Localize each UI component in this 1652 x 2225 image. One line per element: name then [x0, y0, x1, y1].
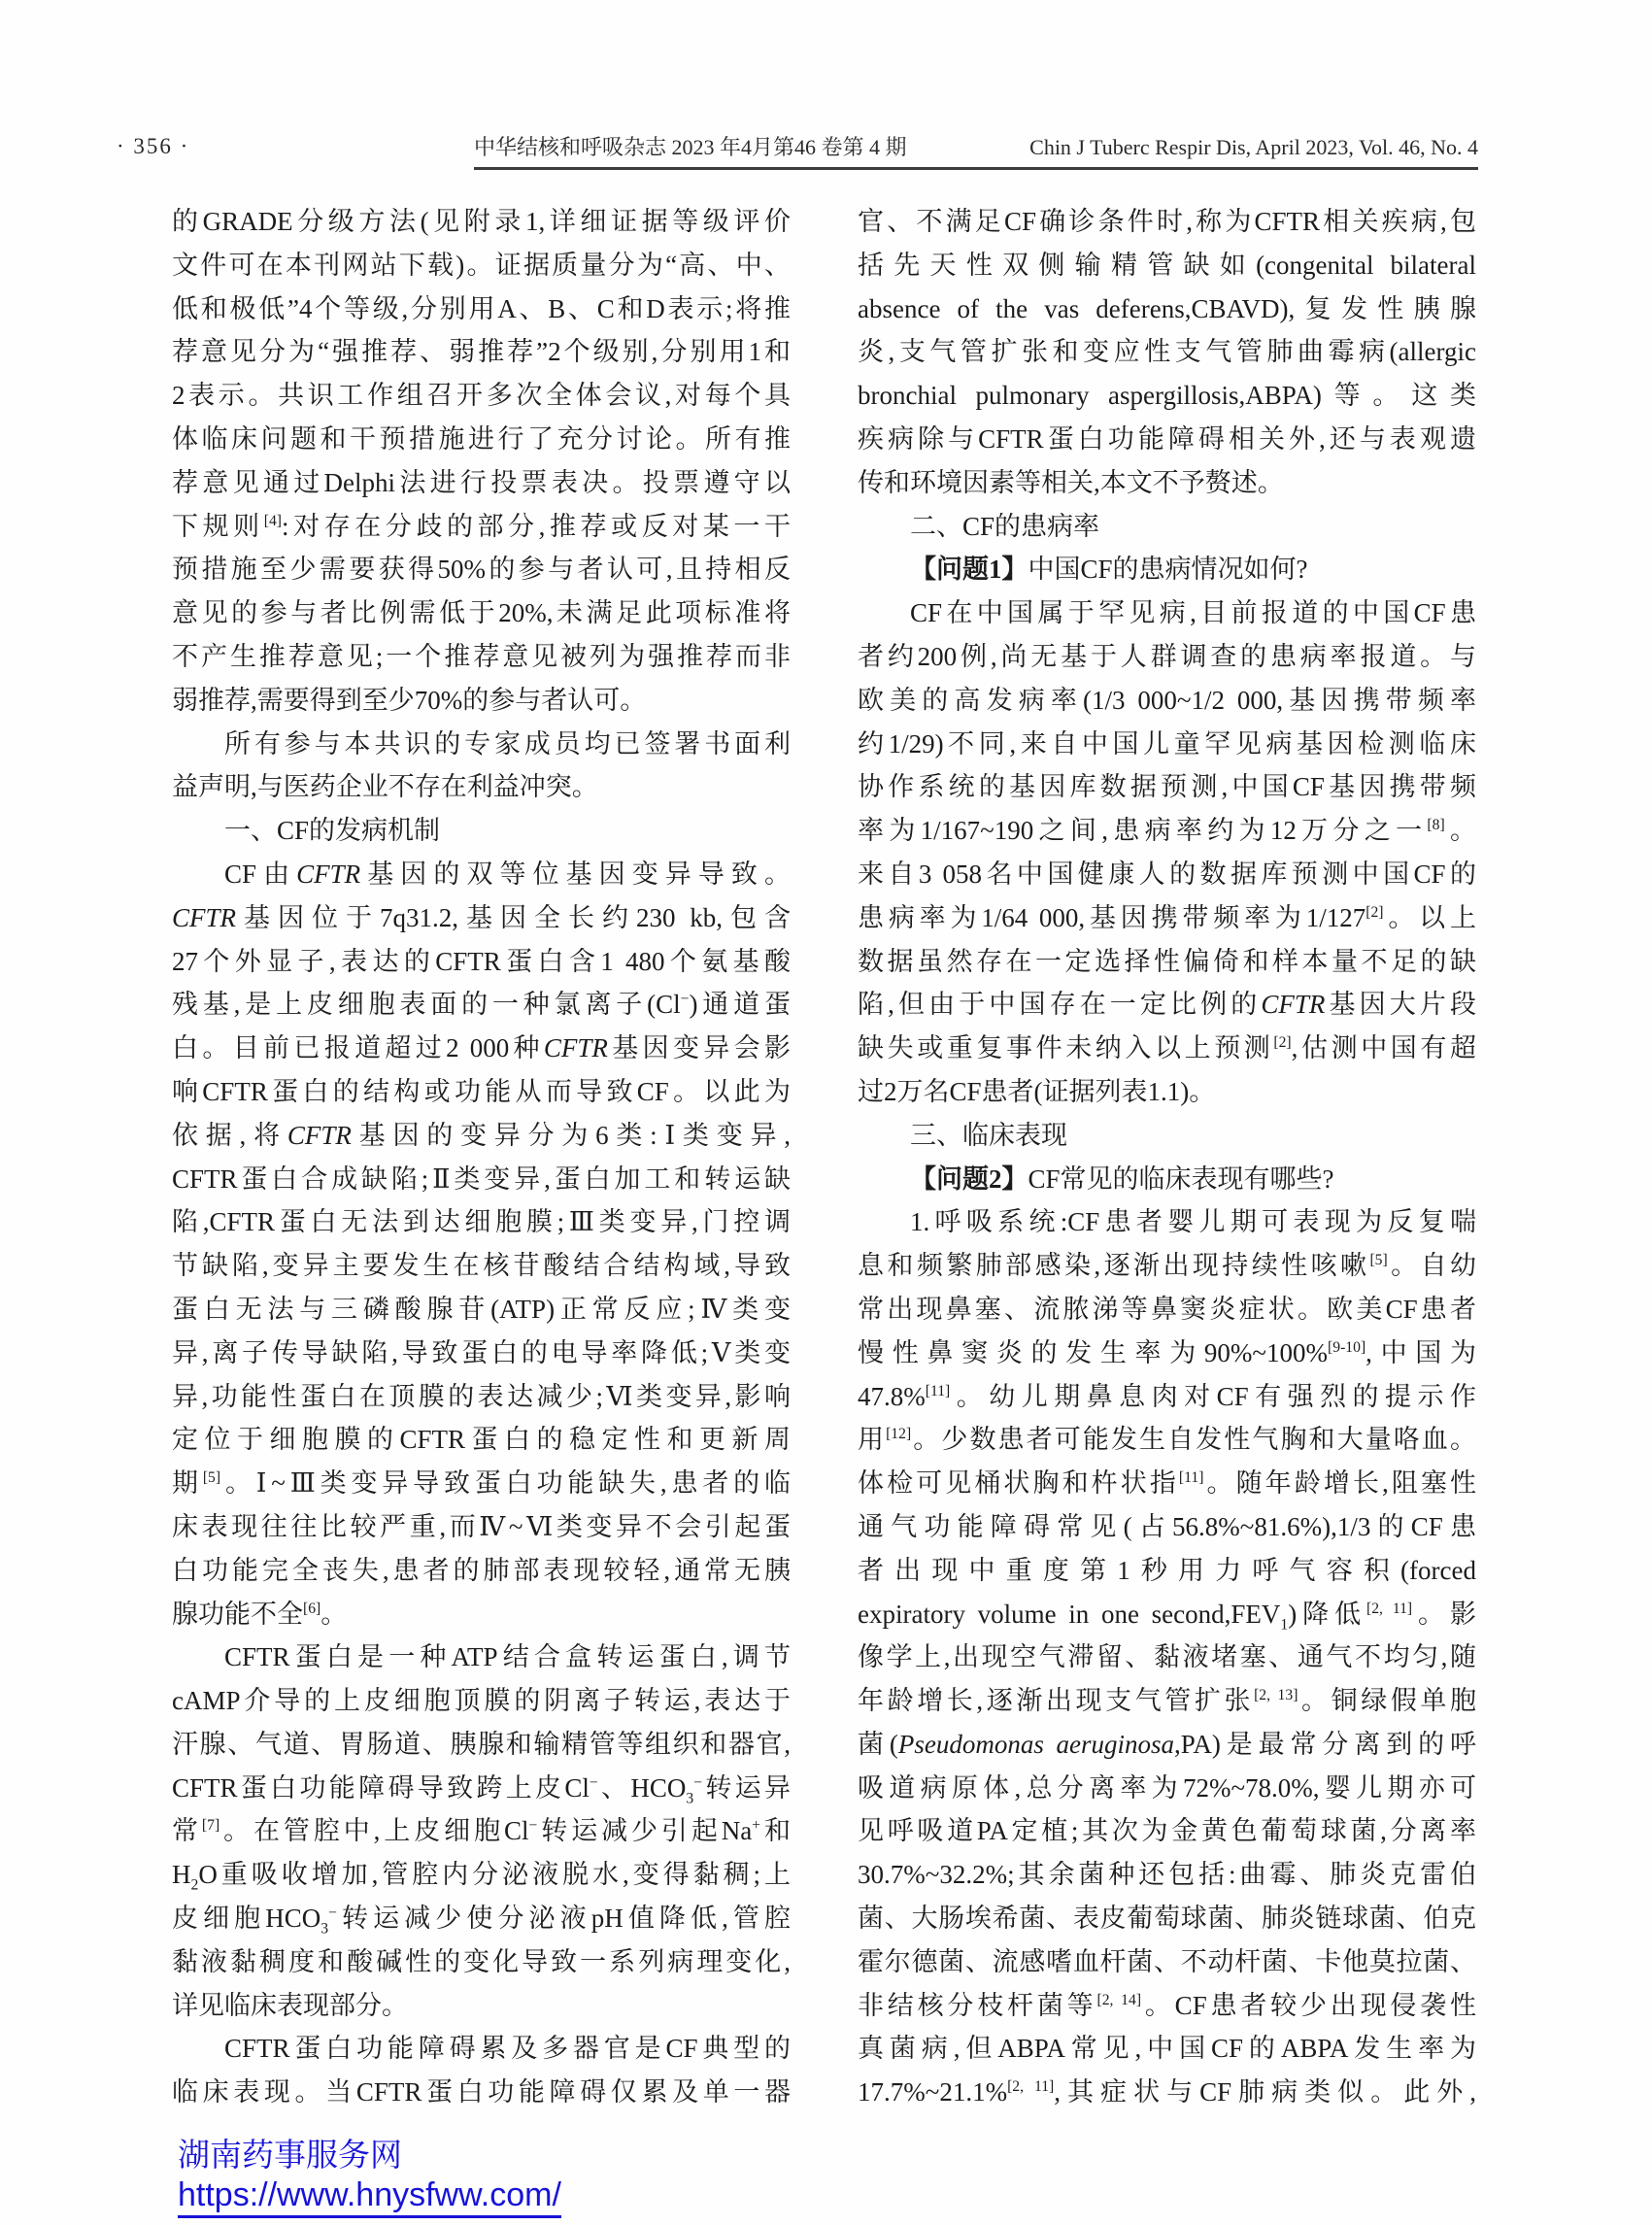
text-line: 皮细胞$HCO_3^-$转运减少使分泌液pH值降低,管腔	[172, 1904, 791, 1938]
left-column	[172, 200, 791, 2114]
text-line: 体临床问题和干预措施进行了充分讨论。所有推	[172, 423, 791, 454]
text-line: 常[7]。在管腔中,上皮细胞Cl−转运减少引起Na+和	[172, 1816, 791, 1846]
text-line: 常出现鼻塞、流脓涕等鼻窦炎症状。欧美CF患者	[858, 1294, 1476, 1324]
watermark	[178, 2137, 561, 2218]
text-line: $H_2O$重吸收增加,管腔内分泌液脱水,变得黏稠;上	[172, 1860, 791, 1894]
text-line: 临床表现。当CFTR蛋白功能障碍仅累及单一器	[172, 2077, 791, 2107]
text-line: 像学上,出现空气滞留、黏液堵塞、通气不均匀,随	[858, 1642, 1476, 1672]
text-line: 的GRADE分级方法(见附录1,详细证据等级评价	[172, 207, 791, 236]
text-line: 文件可在本刊网站下载)。证据质量分为“高、中、	[172, 250, 791, 280]
text-line: 残基,是上皮细胞表面的一种氯离子(Cl−)通道蛋	[172, 990, 791, 1020]
text-line: 菌(Pseudomonas aeruginosa,PA)是最常分离到的呼	[858, 1729, 1476, 1759]
text-line: 官、不满足CF确诊条件时,称为CFTR相关疾病,包	[858, 207, 1476, 236]
text-line: 真菌病,但ABPA常见,中国CF的ABPA发生率为	[858, 2034, 1476, 2064]
text-line: 荐意见通过Delphi法进行投票表决。投票遵守以	[172, 467, 791, 497]
text-line: CF在中国属于罕见病,目前报道的中国CF患	[910, 598, 1476, 628]
text-line: 来自3 058名中国健康人的数据库预测中国CF的	[858, 859, 1476, 889]
text-line: CFTR蛋白功能障碍导致跨上皮Cl−、$HCO_3^-$转运异	[172, 1772, 791, 1807]
text-line: absence of the vas deferens,CBAVD),复发性胰腺	[858, 293, 1476, 323]
text-line: 白功能完全丧失,患者的肺部表现较轻,通常无胰	[172, 1555, 791, 1585]
text-line: 1.呼吸系统:CF患者婴儿期可表现为反复喘	[910, 1207, 1476, 1237]
text-line: 不产生推荐意见;一个推荐意见被列为强推荐而非	[172, 641, 791, 671]
text-line: 47.8%[11]。幼儿期鼻息肉对CF有强烈的提示作	[858, 1381, 1476, 1411]
text-line: CF由CFTR基因的双等位基因变异导致。	[224, 859, 791, 889]
text-line: 年龄增长,逐渐出现支气管扩张[2, 13]。铜绿假单胞	[858, 1686, 1476, 1716]
header-rule	[474, 167, 1478, 170]
text-line: 30.7%~32.2%;其余菌种还包括:曲霉、肺炎克雷伯	[858, 1860, 1476, 1890]
right-column	[858, 200, 1476, 2114]
text-line: 数据虽然存在一定选择性偏倚和样本量不足的缺	[858, 946, 1476, 976]
watermark-site-url[interactable]: https://www.hnysfww.com/	[178, 2175, 561, 2218]
section-heading: 三、临床表现	[910, 1120, 1067, 1150]
text-line: 通气功能障碍常见(占56.8%~81.6%),1/3的CF患	[858, 1511, 1476, 1541]
text-line: CFTR蛋白功能障碍累及多器官是CF典型的	[224, 2034, 791, 2064]
text-line: 黏液黏稠度和酸碱性的变化导致一系列病理变化,	[172, 1946, 791, 1976]
text-line: 陷,CFTR蛋白无法到达细胞膜;Ⅲ类变异,门控调	[172, 1207, 791, 1237]
text-line: 低和极低”4个等级,分别用A、B、C和D表示;将推	[172, 293, 791, 323]
text-line: 协作系统的基因库数据预测,中国CF基因携带频	[858, 772, 1476, 802]
text-line: cAMP介导的上皮细胞顶膜的阴离子转运,表达于	[172, 1686, 791, 1716]
section-heading: 一、CF的发病机制	[224, 816, 441, 846]
text-line: 汗腺、气道、胃肠道、胰腺和输精管等组织和器官,	[172, 1729, 791, 1759]
text-line: 所有参与本共识的专家成员均已签署书面利	[224, 728, 791, 759]
text-line: 疾病除与CFTR蛋白功能障碍相关外,还与表观遗	[858, 423, 1476, 454]
text-line: 依据,将CFTR基因的变异分为6类:Ⅰ类变异,	[172, 1120, 791, 1150]
text-line: 体检可见桶状胸和杵状指[11]。随年龄增长,阻塞性	[858, 1468, 1476, 1499]
text-line: 响CFTR蛋白的结构或功能从而导致CF。以此为	[172, 1076, 791, 1106]
text-line: 缺失或重复事件未纳入以上预测[2],估测中国有超	[858, 1033, 1476, 1063]
question-line: 【问题2】CF常见的临床表现有哪些?	[910, 1163, 1334, 1194]
text-line: 预措施至少需要获得50%的参与者认可,且持相反	[172, 555, 791, 585]
text-line: 荐意见分为“强推荐、弱推荐”2个级别,分别用1和	[172, 337, 791, 367]
section-heading: 二、CF的患病率	[910, 511, 1100, 541]
text-line: 定位于细胞膜的CFTR蛋白的稳定性和更新周	[172, 1425, 791, 1455]
text-line: 意见的参与者比例需低于20%,未满足此项标准将	[172, 598, 791, 628]
text-line: bronchial pulmonary aspergillosis,ABPA)等。这类	[858, 381, 1476, 411]
text-line: 弱推荐,需要得到至少70%的参与者认可。	[172, 685, 647, 715]
text-line: 见呼吸道PA定植;其次为金黄色葡萄球菌,分离率	[858, 1816, 1476, 1846]
text-line: 异,离子传导缺陷,导致蛋白的电导率降低;Ⅴ类变	[172, 1337, 791, 1367]
text-line: 期[5]。Ⅰ~Ⅲ类变异导致蛋白功能缺失,患者的临	[172, 1468, 791, 1499]
text-line: 益声明,与医药企业不存在利益冲突。	[172, 772, 598, 802]
text-line: 白。目前已报道超过2 000种CFTR基因变异会影	[172, 1033, 791, 1063]
text-line: 吸道病原体,总分离率为72%~78.0%,婴儿期亦可	[858, 1772, 1476, 1803]
text-line: 异,功能性蛋白在顶膜的表达减少;Ⅵ类变异,影响	[172, 1381, 791, 1411]
text-line: 腺功能不全[6]。	[172, 1599, 348, 1629]
text-line: 率为1/167~190之间,患病率约为12万分之一[8]。	[858, 816, 1476, 846]
text-line: CFTR基因位于7q31.2,基因全长约230 kb,包含	[172, 902, 791, 932]
journal-title-cn: 中华结核和呼吸杂志 2023 年4月第46 卷第 4 期	[474, 135, 907, 159]
text-line: 者出现中重度第1秒用力呼气容积(forced	[858, 1555, 1476, 1585]
text-line: 约1/29)不同,来自中国儿童罕见病基因检测临床	[858, 728, 1476, 759]
text-line: 传和环境因素等相关,本文不予赘述。	[858, 467, 1284, 497]
text-line: CFTR蛋白是一种ATP结合盒转运蛋白,调节	[224, 1642, 791, 1672]
text-line: expiratory volume in one $second,FEV_1$)降低[2, 11]。影	[858, 1599, 1476, 1633]
question-line: 【问题1】中国CF的患病情况如何?	[910, 555, 1308, 585]
watermark-site-name: 湖南药事服务网	[178, 2139, 402, 2174]
text-line: 慢性鼻窦炎的发生率为90%~100%[9-10],中国为	[858, 1337, 1476, 1367]
text-line: 炎,支气管扩张和变应性支气管肺曲霉病(allergic	[858, 337, 1476, 367]
text-line: 节缺陷,变异主要发生在核苷酸结合结构域,导致	[172, 1251, 791, 1281]
text-line: 霍尔德菌、流感嗜血杆菌、不动杆菌、卡他莫拉菌、	[858, 1946, 1476, 1976]
text-line: 下规则[4]:对存在分歧的部分,推荐或反对某一干	[172, 511, 791, 541]
text-line: 括先天性双侧输精管缺如(congenital bilateral	[858, 250, 1476, 280]
text-line: 蛋白无法与三磷酸腺苷(ATP)正常反应;Ⅳ类变	[172, 1294, 791, 1324]
text-line: 详见临床表现部分。	[172, 1990, 408, 2020]
text-line: 息和频繁肺部感染,逐渐出现持续性咳嗽[5]。自幼	[858, 1251, 1476, 1281]
text-line: 2表示。共识工作组召开多次全体会议,对每个具	[172, 381, 791, 411]
page-number: · 356 ·	[117, 134, 190, 158]
text-line: 用[12]。少数患者可能发生自发性气胸和大量咯血。	[858, 1425, 1476, 1455]
text-line: 欧美的高发病率(1/3 000~1/2 000,基因携带频率	[858, 685, 1476, 715]
text-line: 过2万名CF患者(证据列表1.1)。	[858, 1076, 1216, 1106]
journal-title-en: Chin J Tuberc Respir Dis, April 2023, Vol. 46, No. 4	[1029, 135, 1478, 159]
text-line: 27个外显子,表达的CFTR蛋白含1 480个氨基酸	[172, 946, 791, 976]
text-line: 者约200例,尚无基于人群调查的患病率报道。与	[858, 641, 1476, 671]
text-line: 17.7%~21.1%[2, 11],其症状与CF肺病类似。此外,	[858, 2077, 1476, 2107]
journal-header	[474, 128, 1478, 165]
text-line: 陷,但由于中国存在一定比例的CFTR基因大片段	[858, 990, 1476, 1020]
text-line: 床表现往往比较严重,而Ⅳ~Ⅵ类变异不会引起蛋	[172, 1511, 791, 1541]
text-line: CFTR蛋白合成缺陷;Ⅱ类变异,蛋白加工和转运缺	[172, 1163, 791, 1194]
text-line: 非结核分枝杆菌等[2, 14]。CF患者较少出现侵袭性	[858, 1990, 1476, 2020]
text-line: 菌、大肠埃希菌、表皮葡萄球菌、肺炎链球菌、伯克	[858, 1904, 1476, 1934]
text-line: 患病率为1/64 000,基因携带频率为1/127[2]。以上	[858, 902, 1476, 932]
